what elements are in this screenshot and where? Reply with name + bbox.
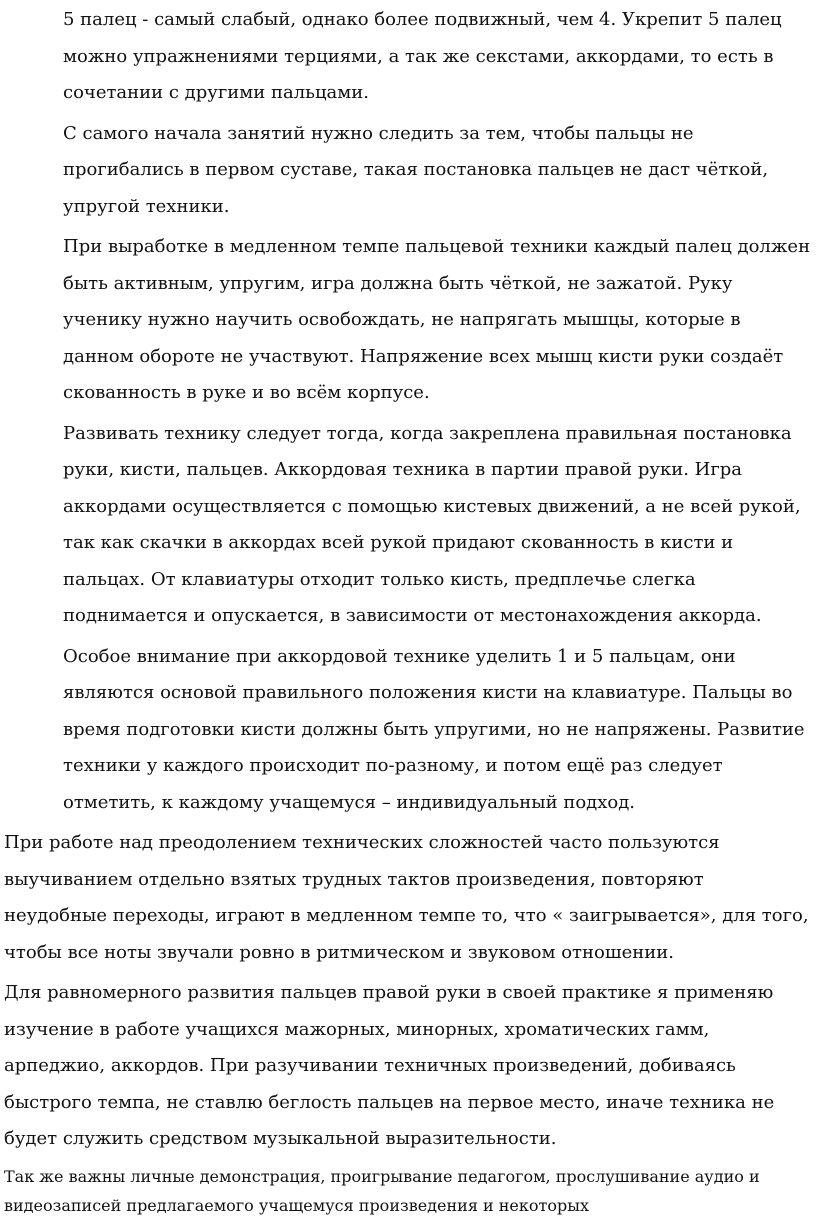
paragraph-fifth-finger: 5 палец - самый слабый, однако более подвижный, чем 4. Укрепит 5 палец можно упражнениями терциями, а так же секстами, аккордами, то есть в сочетании с другими пальцами. [63, 9, 782, 103]
paragraph-chord-technique: Развивать технику следует тогда, когда закреплена правильная постановка руки, кисти, пальцев. Аккордовая техника в партии правой руки. Игра аккордами осуществляется с помощью кистевых движений, а не всей рукой, так как скачки в аккордах всей рукой придают скованность в кисти и пальцах. От клавиатуры отходит только кисть, предплечье слегка поднимается и опускается, в зависимости от местонахождения аккорда. [63, 422, 801, 626]
paragraph-slow-tempo: При выработке в медленном темпе пальцевой техники каждый палец должен быть активным, упругим, игра должна быть чёткой, не зажатой. Руку ученику нужно научить освобождать, не напрягать мышцы, которые в данном обороте не участвуют. Напряжение всех мышц кисти руки создаёт скованность в руке и во всём корпусе. [63, 236, 811, 403]
paragraph-scales-practice: Для равномерного развития пальцев правой руки в своей практике я применяю изучение в работе учащихся мажорных, минорных, хроматических гамм, арпеджио, аккордов. При разучивании техничных произведений, добиваясь быстрого темпа, не ставлю беглость пальцев на первое место, иначе техника не будет служить средством музыкальной выразительности. [4, 982, 775, 1149]
paragraph-first-fifth-fingers: Особое внимание при аккордовой технике уделить 1 и 5 пальцам, они являются основой правильного положения кисти на клавиатуре. Пальцы во время подготовки кисти должны быть упругими, но не напряжены. Развитие техники у каждого происходит по-разному, и потом ещё раз следует отметить, к каждому учащемуся – индивидуальный подход. [63, 645, 805, 813]
paragraph-finger-joints: С самого начала занятий нужно следить за тем, чтобы пальцы не прогибались в первом суставе, такая постановка пальцев не даст чёткой, упругой техники. [63, 122, 769, 217]
paragraph-technical-difficulties: При работе над преодолением технических сложностей часто пользуются выучиванием отдельно взятых трудных тактов произведения, повторяют неудобные переходы, играют в медленном темпе то, что « заигрывается», для того, чтобы все ноты звучали ровно в ритмическом и звуковом отношении. [4, 832, 809, 963]
paragraph-demonstrations: Так же важны личные демонстрация, проигрывание педагогом, прослушивание аудио и видеозаписей предлагаемого учащемуся произведения и некоторых [4, 1166, 760, 1215]
